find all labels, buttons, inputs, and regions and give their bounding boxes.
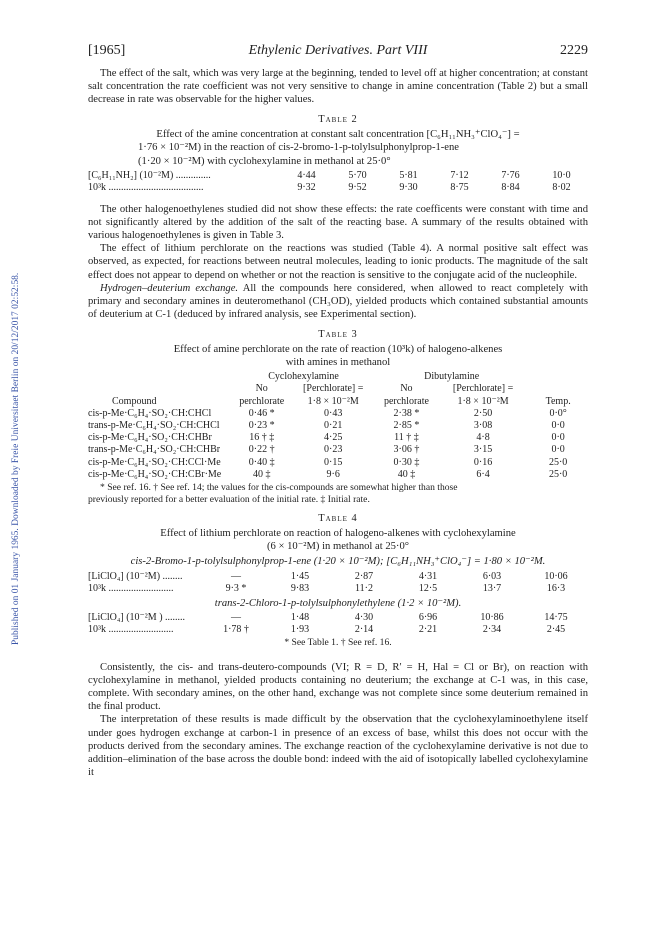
- table-4a: [88, 571, 588, 595]
- table-cell: 9·83: [290, 582, 310, 594]
- table-cell: 2·45: [546, 624, 566, 636]
- table-2-caption-line: (1·20 × 10⁻²M) with cyclohexylamine in methanol at 25·0°: [138, 155, 391, 167]
- table-cell: 13·7: [482, 582, 502, 594]
- table-3-caption-line: Effect of amine perchlorate on the rate of reaction (10³k) of halogeno-alkenes: [173, 344, 503, 355]
- header-title: Ethylenic Derivatives. Part VIII: [248, 43, 428, 58]
- table-cell: 6·4: [476, 468, 490, 480]
- table-cell: 16·3: [546, 582, 566, 594]
- table-4-row-label: [LiClO₄] (10⁻²M) ........: [88, 570, 183, 582]
- table-4b: [88, 612, 588, 636]
- table-cell: 4·31: [418, 570, 438, 582]
- compound-name: cis-p-Me·C₆H₄·SO₂·CH:CCl·Me: [88, 456, 221, 468]
- table-row: [88, 182, 587, 194]
- compound-name: trans-p-Me·C₆H₄·SO₂·CH:CHCl: [88, 420, 220, 431]
- paragraph-4-text: All the compounds here considered, when allowed to react completely with primary and secondary amines in deuteromethanol (CH₃OD), yielded products which contained substantial amounts of deuterium at C-1 (deduced by infrared analysis, see Experimental section).: [88, 282, 588, 320]
- table-row: [88, 457, 588, 469]
- table-cell: 25·0: [548, 468, 568, 480]
- table-cell: 2·87: [354, 570, 374, 582]
- table-cell: 10·06: [544, 570, 568, 582]
- table-4-subheading: cis-2-Bromo-1-p-tolylsulphonylprop-1-ene (1·20 × 10⁻²M); [C₆H₁₁NH₃⁺ClO₄⁻] = 1·80 × 10⁻²M.: [130, 556, 546, 568]
- table-3-caption: [88, 343, 588, 369]
- table-cell: 11·2: [355, 582, 373, 594]
- column-header: 1·8 × 10⁻²M: [307, 395, 359, 407]
- table-2-caption-line: 1·76 × 10⁻²M) in the reaction of cis-2-bromo-1-p-tolylsulphonylprop-1-ene: [138, 142, 460, 154]
- table-cell: 1·48: [290, 612, 310, 624]
- paragraph-3: The effect of lithium perchlorate on the reactions was studied (Table 4). A normal positive salt effect was observed, as expected, for reactions between neutral molecules, leading to ionic products. The magnitude of the salt effect does not appear to depend on whether or not the reaction is sensitive to the conjugate acid of the nucleophile.: [88, 243, 588, 281]
- table-header-row: [88, 383, 588, 395]
- table-2-caption-line: Effect of the amine concentration at constant salt concentration [C₆H₁₁NH₃⁺ClO₄⁻] =: [156, 129, 520, 141]
- table-cell: 2·34: [482, 624, 502, 636]
- table-cell: 10·86: [480, 612, 504, 624]
- table-3: [88, 371, 588, 481]
- column-header: No: [400, 383, 413, 395]
- table-cell: 2·85 *: [393, 420, 420, 431]
- column-header: No: [255, 383, 268, 395]
- table-4-caption: [88, 527, 588, 553]
- paragraph-4: [88, 282, 588, 321]
- table-cell: 9·6: [326, 468, 340, 480]
- table-4-caption-line: (6 × 10⁻²M) in methanol at 25·0°: [267, 541, 409, 553]
- table-4-footnote: * See Table 1. † See ref. 16.: [284, 637, 392, 649]
- header-year: [1965]: [88, 43, 126, 58]
- table-cell: 2·38 *: [393, 407, 420, 419]
- table-2-caption: [88, 128, 588, 167]
- table-cell: 0·22 †: [248, 444, 275, 456]
- table-row: [88, 408, 588, 420]
- footnote-line: * See ref. 16. † See ref. 14; the values for the cis-compounds are somewhat higher than those: [100, 482, 458, 494]
- group-header-dibutylamine: Dibutylamine: [424, 371, 480, 383]
- table-row: [88, 420, 588, 432]
- compound-name: trans-p-Me·C₆H₄·SO₂·CH:CHBr: [88, 444, 221, 456]
- table-row: [88, 444, 588, 456]
- table-cell: 9·3 *: [225, 582, 247, 594]
- table-row: [88, 612, 588, 624]
- table-4-subheading: trans-2-Chloro-1-p-tolylsulphonylethylene (1·2 × 10⁻²M).: [214, 597, 462, 609]
- paragraph-6: The interpretation of these results is made difficult by the observation that the cyclohexylaminoethylene itself under goes hydrogen exchange at carbon-1 in presence of an excess of base, whilst this does not occur with the products derived from the secondary amines. The exchange reaction of the cyclohexylamine derivative is not due to addition–elimination of the base across the double bond: indeed with the aid of isotopically labelled cyclohexylamine it: [88, 714, 588, 778]
- table-cell: 12·5: [418, 582, 438, 594]
- table-cell: 25·0: [548, 456, 568, 468]
- table-cell: 0·40 ‡: [248, 456, 275, 468]
- table-cell: 4·8: [476, 432, 490, 444]
- table-cell: 3·06 †: [393, 444, 420, 456]
- table-cell: 0·15: [324, 456, 343, 468]
- table-cell: 3·08: [473, 420, 493, 431]
- table-cell: 16 † ‡: [249, 432, 275, 444]
- table-3-footnote: [88, 482, 588, 505]
- table-cell: 2·14: [354, 624, 374, 636]
- table-cell: —: [231, 570, 241, 582]
- compound-name: cis-p-Me·C₆H₄·SO₂·CH:CHBr: [88, 432, 212, 444]
- table-4-title: Table 4: [318, 513, 358, 525]
- table-cell: 4·44: [297, 169, 316, 181]
- paragraph-1: The effect of the salt, which was very large at the beginning, tended to level off at higher concentration; at constant salt concentration the rate coefficient was not very sensitive to change in amine concentration (Table 2) but a small decrease in rate was observable for the higher values.: [88, 68, 588, 106]
- table-cell: 0·16: [473, 456, 493, 468]
- table-cell: 0·0°: [549, 407, 567, 419]
- publication-note-text: Published on 01 January 1965. Downloaded by Freie Universitaet Berlin on 20/12/2017 02:52:58.: [11, 272, 21, 645]
- table-row: [88, 170, 587, 182]
- table-cell: —: [231, 612, 241, 624]
- table-cell: 8·02: [552, 181, 571, 193]
- table-cell: 7·76: [501, 169, 520, 181]
- column-header: [Perchlorate] =: [303, 383, 364, 395]
- table-row: [88, 624, 588, 636]
- table-2: [88, 170, 587, 194]
- table-cell: 11 † ‡: [394, 432, 419, 444]
- footnote-line: previously reported for a better evaluation of the initial rate. ‡ Initial rate.: [88, 493, 370, 505]
- table-cell: 5·81: [399, 169, 418, 181]
- table-2-row-label: [C₆H₁₁NH₂] (10⁻²M) ..............: [88, 169, 211, 181]
- table-cell: 0·23 *: [248, 420, 275, 431]
- group-header-cyclohexylamine: Cyclohexylamine: [268, 371, 339, 383]
- column-header: [Perchlorate] =: [452, 383, 514, 395]
- column-header-temp: Temp.: [545, 395, 571, 407]
- table-cell: 0·30 ‡: [393, 456, 420, 468]
- table-cell: 8·84: [501, 181, 520, 193]
- compound-name: cis-p-Me·C₆H₄·SO₂·CH:CBr·Me: [88, 468, 222, 480]
- journal-page: [88, 44, 588, 779]
- table-4-row-label: 10³k ..........................: [88, 582, 174, 594]
- table-3-caption-line: with amines in methanol: [285, 357, 391, 369]
- table-group-header-row: [88, 371, 588, 383]
- table-cell: 0·23: [324, 444, 343, 456]
- table-cell: 40 ‡: [252, 468, 271, 480]
- table-cell: 6·03: [482, 570, 502, 582]
- table-cell: 40 ‡: [397, 468, 416, 480]
- table-cell: 10·0: [552, 169, 571, 181]
- table-cell: 4·25: [324, 432, 343, 444]
- table-cell: 0·0: [551, 420, 565, 431]
- table-header-row: [88, 396, 588, 408]
- table-cell: 0·46 *: [248, 407, 275, 419]
- paragraph-2: The other halogenoethylenes studied did not show these effects: the rate coefficents were constant with time and not significantly altered by the addition of the salt of the reacting base. A summary of the results obtained with various halogenoethylenes is given in Table 3.: [88, 204, 588, 242]
- table-cell: 5·70: [348, 169, 367, 181]
- table-cell: 2·21: [418, 624, 438, 636]
- column-header: 1·8 × 10⁻²M: [457, 395, 509, 407]
- table-cell: 0·0: [551, 444, 565, 456]
- table-4-row-label: 10³k ..........................: [88, 624, 174, 636]
- section-run-in-heading: Hydrogen–deuterium exchange.: [100, 282, 239, 294]
- table-cell: 0·21: [324, 420, 343, 431]
- table-cell: 4·30: [354, 612, 374, 624]
- sidebar-publication-note: [0, 0, 22, 936]
- table-cell: 1·45: [290, 570, 310, 582]
- table-2-row-label: 10³k ......................................: [88, 181, 204, 193]
- table-4-row-label: [LiClO₄] (10⁻²M ) ........: [88, 612, 186, 624]
- table-cell: 3·15: [473, 444, 493, 456]
- running-header: [88, 44, 588, 66]
- column-header: perchlorate: [239, 395, 285, 407]
- table-row: [88, 571, 588, 583]
- table-cell: 0·43: [324, 407, 343, 419]
- table-cell: 2·50: [473, 407, 493, 419]
- table-row: [88, 432, 588, 444]
- table-cell: 9·52: [348, 181, 367, 193]
- paragraph-5: Consistently, the cis- and trans-deutero-compounds (VI; R = D, R′ = H, Hal = Cl or Br), on reaction with cyclohexylamine in methanol, yielded products containing no deuterium; the exchange at C-1 was, in this case, complete. With secondary amines, on the other hand, exchange was not complete since some deuterium remained in the final product.: [88, 662, 588, 713]
- table-2-title: Table 2: [318, 114, 358, 126]
- table-3-title: Table 3: [318, 328, 358, 340]
- table-cell: 9·30: [399, 181, 418, 193]
- table-cell: 6·96: [418, 612, 438, 624]
- column-header-compound: Compound: [112, 395, 157, 407]
- table-cell: 8·75: [450, 181, 469, 193]
- table-cell: 14·75: [544, 612, 568, 624]
- table-cell: 7·12: [450, 169, 469, 181]
- table-4-caption-line: Effect of lithium perchlorate on reaction of halogeno-alkenes with cyclohexylamine: [160, 528, 516, 540]
- table-cell: 1·93: [290, 624, 310, 636]
- compound-name: cis-p-Me·C₆H₄·SO₂·CH:CHCl: [88, 407, 212, 419]
- table-cell: 9·32: [297, 181, 316, 193]
- header-page-number: 2229: [560, 43, 588, 58]
- table-cell: 1·78 †: [223, 624, 249, 636]
- table-cell: 0·0: [551, 432, 565, 444]
- table-row: [88, 469, 588, 481]
- column-header: perchlorate: [383, 395, 429, 407]
- table-row: [88, 583, 588, 595]
